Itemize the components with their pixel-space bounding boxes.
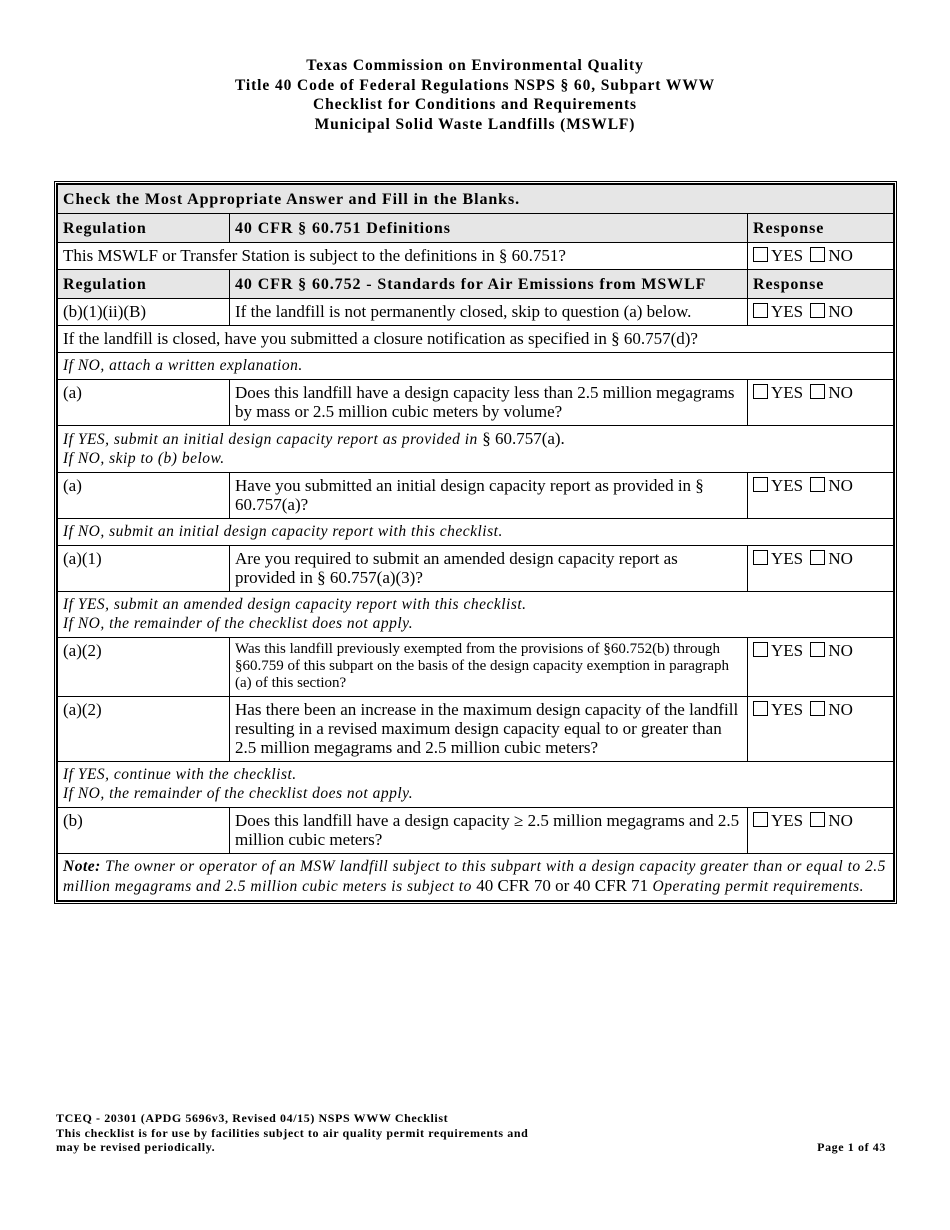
yes-checkbox[interactable] [753,477,768,492]
question-row [58,638,894,697]
response-column-header: Response [748,214,894,243]
no-checkbox[interactable] [810,303,825,318]
document-header [0,56,950,134]
regulation-column-header: Regulation [58,214,230,243]
note-reference: 40 CFR 70 or 40 CFR 71 [476,876,649,895]
response-cell [748,380,894,426]
regulation-ref: (a) [58,380,230,426]
yes-label: YES [771,476,804,495]
closure-question-text: If the landfill is closed, have you submitted a closure notification as specified in § 60.757(d)? [58,326,894,353]
final-note-row [58,854,894,901]
regulation-ref: (a) [58,473,230,519]
question-row [58,380,894,426]
revision-note: may be revised periodically. [56,1140,216,1154]
closure-question-row [58,326,894,353]
regulation-ref: (a)(2) [58,697,230,762]
no-checkbox[interactable] [810,550,825,565]
yes-checkbox[interactable] [753,247,768,262]
note-yes-reference: § 60.757(a). [482,429,565,448]
note-yes-text: If YES, submit an amended design capacity report with this checklist. [63,596,527,613]
yes-label: YES [771,549,804,568]
instruction-note-row [58,353,894,380]
no-checkbox[interactable] [810,812,825,827]
question-row [58,546,894,592]
instruction-note: If NO, attach a written explanation. [58,353,894,380]
no-label: NO [828,383,853,402]
note-no-text: If NO, skip to (b) below. [63,450,225,467]
yes-checkbox[interactable] [753,303,768,318]
checklist-table-frame [54,181,897,904]
facility-type-title: Municipal Solid Waste Landfills (MSWLF) [314,115,636,133]
no-label: NO [828,700,853,719]
regulation-ref: (b) [58,808,230,854]
instruction-note-row [58,426,894,473]
section-header-standards [58,270,894,299]
yes-label: YES [771,811,804,830]
response-cell [748,697,894,762]
instruction-note [58,426,894,473]
response-column-header: Response [748,270,894,299]
yes-checkbox[interactable] [753,812,768,827]
response-cell [748,546,894,592]
no-checkbox[interactable] [810,247,825,262]
instruction-note-row [58,592,894,638]
note-yes-text: If YES, submit an initial design capacity report as provided in [63,431,478,448]
no-label: NO [828,811,853,830]
yes-label: YES [771,302,804,321]
note-yes-text: If YES, continue with the checklist. [63,766,297,783]
instructions-text: Check the Most Appropriate Answer and Fill in the Blanks. [58,185,894,214]
regulation-ref: (a)(2) [58,638,230,697]
section-header-definitions [58,214,894,243]
note-text-end: Operating permit requirements. [652,878,864,895]
regulation-ref: (b)(1)(ii)(B) [58,299,230,326]
instruction-note [58,762,894,808]
response-cell [748,473,894,519]
question-row [58,473,894,519]
instruction-note-row [58,519,894,546]
usage-note: This checklist is for use by facilities subject to air quality permit requirements and [56,1125,529,1140]
no-label: NO [828,302,853,321]
document-footer [56,1111,528,1155]
note-no-text: If NO, the remainder of the checklist does not apply. [63,785,414,802]
regulation-ref: (a)(1) [58,546,230,592]
question-row [58,808,894,854]
question-text: Has there been an increase in the maximum design capacity of the landfill resulting in a revised maximum design capacity equal to or greater than 2.5 million megagrams and 2.5 million cubic meters? [230,697,748,762]
yes-label: YES [771,246,804,265]
response-cell [748,299,894,326]
response-cell [748,638,894,697]
form-id: TCEQ - 20301 (APDG 5696v3, Revised 04/15) NSPS WWW Checklist [56,1111,449,1125]
regulation-column-header: Regulation [58,270,230,299]
no-label: NO [828,246,853,265]
note-no-text: If NO, the remainder of the checklist does not apply. [63,615,414,632]
section-title-standards: 40 CFR § 60.752 - Standards for Air Emissions from MSWLF [230,270,748,299]
final-note [58,854,894,901]
question-text: If the landfill is not permanently closed, skip to question (a) below. [230,299,748,326]
instruction-note-row [58,762,894,808]
yes-label: YES [771,641,804,660]
question-text: Have you submitted an initial design capacity report as provided in § 60.757(a)? [230,473,748,519]
checklist-table [57,184,894,901]
question-text: This MSWLF or Transfer Station is subject to the definitions in § 60.751? [58,243,748,270]
agency-title: Texas Commission on Environmental Quality [306,57,644,74]
response-cell [748,808,894,854]
question-text: Was this landfill previously exempted from the provisions of §60.752(b) through §60.759 of this subpart on the basis of the design capacity exemption in paragraph (a) of this section? [230,638,748,697]
question-row [58,299,894,326]
yes-label: YES [771,383,804,402]
regulation-title: Title 40 Code of Federal Regulations NSPS § 60, Subpart WWW [234,76,716,94]
instruction-note: If NO, submit an initial design capacity report with this checklist. [58,519,894,546]
no-label: NO [828,476,853,495]
checklist-title: Checklist for Conditions and Requirements [313,96,637,113]
no-label: NO [828,549,853,568]
yes-checkbox[interactable] [753,384,768,399]
no-checkbox[interactable] [810,701,825,716]
yes-label: YES [771,700,804,719]
no-checkbox[interactable] [810,384,825,399]
yes-checkbox[interactable] [753,550,768,565]
yes-checkbox[interactable] [753,701,768,716]
instruction-note [58,592,894,638]
no-checkbox[interactable] [810,477,825,492]
note-label: Note: [63,858,101,875]
question-text: Does this landfill have a design capacity ≥ 2.5 million megagrams and 2.5 million cubic meters? [230,808,748,854]
response-cell [748,243,894,270]
instructions-row [58,185,894,214]
note-text: The owner or operator of an MSW landfill subject to this subpart with a design capacity greater than or equal to 2.5 million megagrams and 2.5 million cubic meters is subject to [63,858,886,895]
question-row [58,243,894,270]
no-label: NO [828,641,853,660]
section-title-definitions: 40 CFR § 60.751 Definitions [230,214,748,243]
question-text: Does this landfill have a design capacity less than 2.5 million megagrams by mass or 2.5 million cubic meters by volume? [230,380,748,426]
yes-checkbox[interactable] [753,642,768,657]
no-checkbox[interactable] [810,642,825,657]
question-text: Are you required to submit an amended design capacity report as provided in § 60.757(a)(3)? [230,546,748,592]
question-row [58,697,894,762]
page-number: Page 1 of 43 [817,1140,886,1154]
